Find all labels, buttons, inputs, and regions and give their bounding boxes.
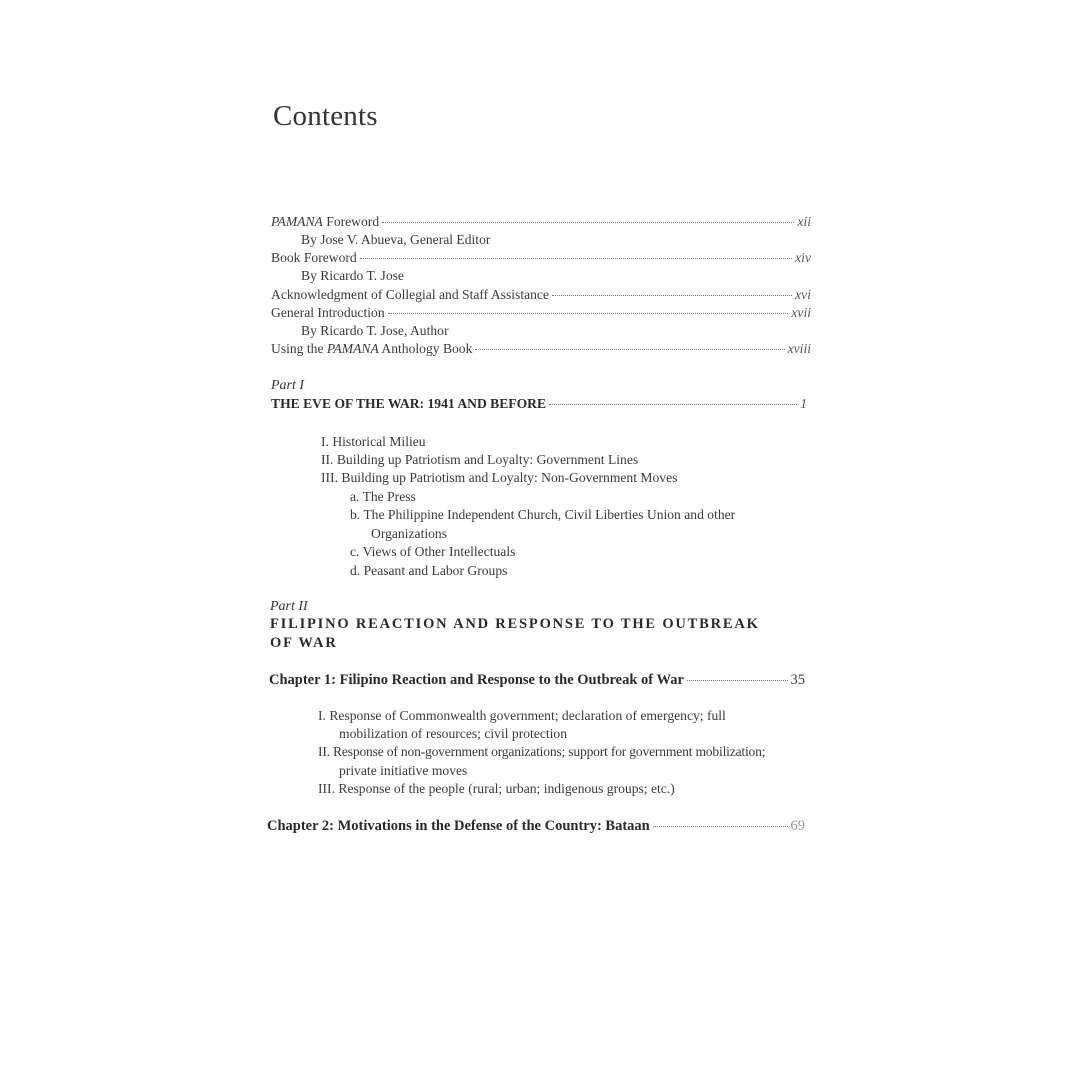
part-label: Part I bbox=[271, 378, 305, 393]
toc-byline: By Ricardo T. Jose, Author bbox=[301, 323, 449, 338]
toc-page-number: xvii bbox=[791, 305, 811, 320]
toc-page-number: 69 bbox=[790, 818, 805, 834]
toc-section-item[interactable]: III. Response of the people (rural; urban; indigenous groups; etc.) bbox=[318, 781, 675, 796]
toc-page-number: xvi bbox=[795, 287, 811, 302]
toc-subsection-continuation: Organizations bbox=[371, 526, 448, 541]
toc-page-number: xii bbox=[797, 214, 811, 229]
toc-section-item[interactable]: II. Response of non-government organizations; support for government mobilization; bbox=[318, 744, 766, 759]
toc-section-item[interactable]: I. Response of Commonwealth government; declaration of emergency; full bbox=[318, 708, 726, 723]
toc-entry-chapter-2[interactable] bbox=[267, 818, 805, 835]
toc-page-number: xiv bbox=[795, 250, 811, 265]
toc-entry-chapter-1[interactable] bbox=[269, 672, 805, 689]
part-heading[interactable] bbox=[270, 615, 760, 653]
toc-byline: By Ricardo T. Jose bbox=[301, 268, 404, 283]
toc-section-item[interactable]: II. Building up Patriotism and Loyalty: Government Lines bbox=[321, 452, 639, 467]
part-heading-line: OF WAR bbox=[270, 635, 338, 651]
part-label: Part II bbox=[270, 599, 308, 614]
toc-section-continuation: mobilization of resources; civil protection bbox=[339, 726, 568, 741]
chapter-title: Chapter 1: Filipino Reaction and Response to the Outbreak of War bbox=[269, 672, 684, 688]
toc-entry-label: PAMANA Foreword bbox=[271, 214, 380, 229]
toc-section-continuation: private initiative moves bbox=[339, 763, 468, 778]
toc-entry-label: General Introduction bbox=[271, 305, 385, 320]
toc-page-number: 35 bbox=[790, 672, 805, 688]
toc-page-number: 1 bbox=[800, 396, 807, 411]
toc-subsection-item[interactable]: b. The Philippine Independent Church, Civil Liberties Union and other bbox=[350, 507, 736, 522]
leader-dots bbox=[687, 680, 788, 681]
toc-section-item[interactable]: III. Building up Patriotism and Loyalty: Non-Government Moves bbox=[321, 470, 678, 485]
toc-page-number: xviii bbox=[787, 341, 811, 356]
leader-dots bbox=[475, 349, 784, 350]
toc-subsection-item[interactable]: d. Peasant and Labor Groups bbox=[350, 563, 508, 578]
page-title: Contents bbox=[273, 100, 378, 132]
leader-dots bbox=[388, 313, 789, 314]
toc-entry-label: Using the PAMANA Anthology Book bbox=[271, 341, 473, 356]
toc-entry-label: Acknowledgment of Collegial and Staff Assistance bbox=[271, 287, 549, 302]
toc-entry-using-anthology[interactable] bbox=[271, 341, 811, 357]
leader-dots bbox=[653, 826, 788, 827]
part-title: THE EVE OF THE WAR: 1941 AND BEFORE bbox=[271, 396, 547, 411]
toc-entry-part-1[interactable] bbox=[271, 396, 807, 412]
toc-section-item[interactable]: I. Historical Milieu bbox=[321, 434, 426, 449]
toc-entry-label: Book Foreword bbox=[271, 250, 357, 265]
toc-entry-acknowledgment[interactable] bbox=[271, 287, 811, 303]
part-heading-line: FILIPINO REACTION AND RESPONSE TO THE OUTBREAK bbox=[270, 616, 760, 632]
toc-entry-book-foreword[interactable] bbox=[271, 250, 811, 266]
toc-subsection-item[interactable]: c. Views of Other Intellectuals bbox=[350, 544, 516, 559]
toc-byline: By Jose V. Abueva, General Editor bbox=[301, 232, 491, 247]
leader-dots bbox=[549, 404, 797, 405]
leader-dots bbox=[552, 295, 792, 296]
chapter-title: Chapter 2: Motivations in the Defense of the Country: Bataan bbox=[267, 818, 650, 834]
toc-subsection-item[interactable]: a. The Press bbox=[350, 489, 416, 504]
leader-dots bbox=[360, 258, 792, 259]
toc-entry-general-introduction[interactable] bbox=[271, 305, 811, 321]
toc-entry-pamana-foreword[interactable] bbox=[271, 214, 811, 230]
leader-dots bbox=[382, 222, 794, 223]
